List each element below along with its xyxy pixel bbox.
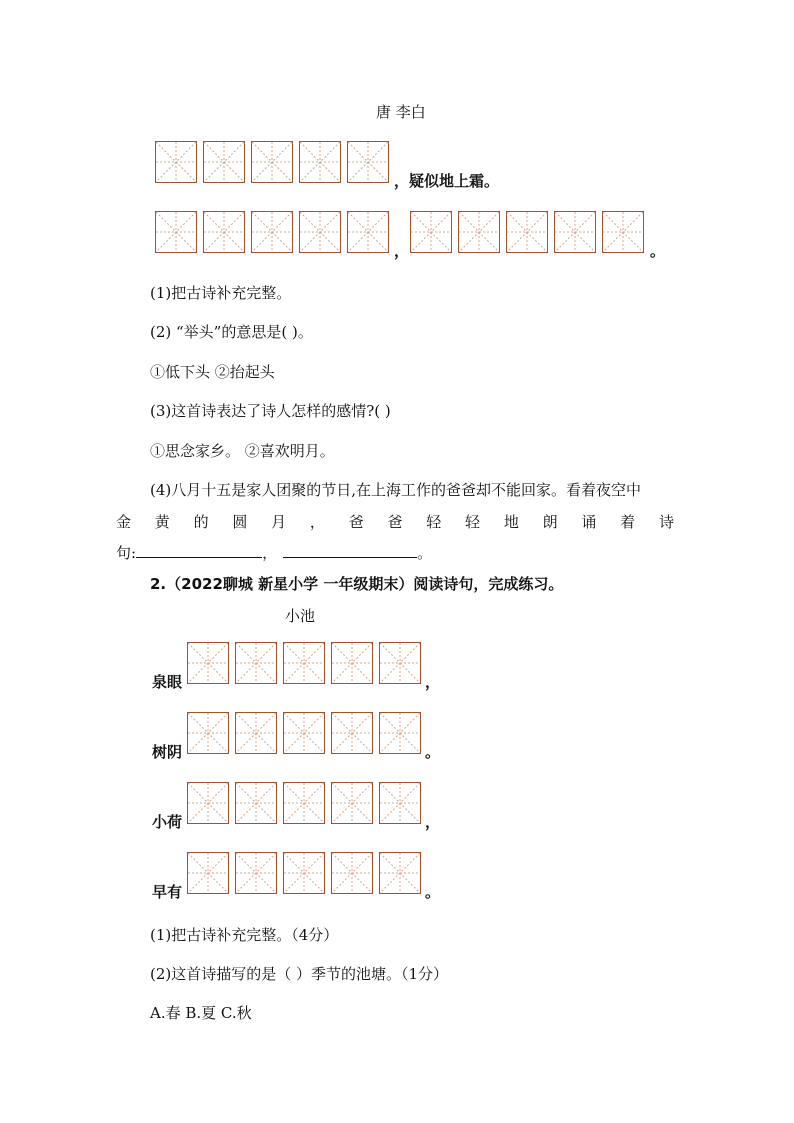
answer-box[interactable] <box>283 642 325 684</box>
answer-box[interactable] <box>331 712 373 754</box>
char: 黄 <box>154 513 170 531</box>
answer-box[interactable] <box>602 211 644 253</box>
answer-box[interactable] <box>331 642 373 684</box>
answer-box[interactable] <box>187 852 229 894</box>
char: 的 <box>193 513 209 531</box>
q2-heading: 2.（2022聊城 新星小学 一年级期末）阅读诗句，完成练习。 <box>150 575 564 593</box>
poem1-line2-comma: ， <box>394 242 410 260</box>
answer-box[interactable] <box>235 782 277 824</box>
answer-box[interactable] <box>379 852 421 894</box>
q1-sub3: (3)这首诗表达了诗人怎样的感情?( ) <box>150 402 391 420</box>
answer-box[interactable] <box>299 141 341 183</box>
answer-box[interactable] <box>458 211 500 253</box>
poem1-line2-boxes-a <box>155 211 395 253</box>
answer-box[interactable] <box>187 712 229 754</box>
q1-sub4-prefix: 句: <box>116 544 137 562</box>
q2-row2-end: 。 <box>425 743 441 761</box>
q1-sub4-line1: (4)八月十五是家人团聚的节日,在上海工作的爸爸却不能回家。看着夜空中 <box>150 481 642 499</box>
poem1-line1-end: ，疑似地上霜。 <box>394 172 500 190</box>
q1-sub4-sep: ， <box>262 544 278 562</box>
q2-row3-end: ， <box>425 813 441 831</box>
answer-box[interactable] <box>283 852 325 894</box>
answer-box[interactable] <box>379 712 421 754</box>
answer-box[interactable] <box>410 211 452 253</box>
q1-sub2: (2) “举头”的意思是( )。 <box>150 323 313 341</box>
answer-blank[interactable] <box>136 543 262 558</box>
q2-row4-prefix: 早有 <box>152 883 183 901</box>
q2-row1-prefix: 泉眼 <box>152 673 183 691</box>
q2-row2-boxes <box>187 712 427 754</box>
q2-poem-title: 小池 <box>285 607 316 625</box>
answer-blank[interactable] <box>283 543 417 558</box>
answer-box[interactable] <box>506 211 548 253</box>
q2-row1-end: ， <box>425 673 441 691</box>
char: 朗 <box>542 513 558 531</box>
answer-box[interactable] <box>235 852 277 894</box>
q1-sub3-options: ①思念家乡。 ②喜欢明月。 <box>150 442 335 460</box>
answer-box[interactable] <box>283 782 325 824</box>
q1-sub1: (1)把古诗补充完整。 <box>150 284 292 302</box>
q2-row3-boxes <box>187 782 427 824</box>
poem1-line2-period: 。 <box>650 242 666 260</box>
poem1-line1-boxes <box>155 141 395 183</box>
answer-box[interactable] <box>347 141 389 183</box>
q2-sub1: (1)把古诗补充完整。（4分） <box>150 926 339 944</box>
q1-sub4-line2 <box>116 511 674 532</box>
q2-row4-end: 。 <box>425 883 441 901</box>
poem1-line2-boxes-b <box>410 211 650 253</box>
q2-row4-boxes <box>187 852 427 894</box>
answer-box[interactable] <box>203 141 245 183</box>
answer-box[interactable] <box>331 852 373 894</box>
answer-box[interactable] <box>251 211 293 253</box>
answer-box[interactable] <box>331 782 373 824</box>
q2-sub2: (2)这首诗描写的是（ ）季节的池塘。（1分） <box>150 965 449 983</box>
answer-box[interactable] <box>203 211 245 253</box>
char: 爸 <box>348 513 364 531</box>
q2-row2-prefix: 树阴 <box>152 743 183 761</box>
char: 金 <box>116 513 132 531</box>
answer-box[interactable] <box>235 642 277 684</box>
char: 着 <box>620 513 636 531</box>
answer-box[interactable] <box>347 211 389 253</box>
char: 诗 <box>658 513 674 531</box>
answer-box[interactable] <box>379 642 421 684</box>
q2-options: A.春 B.夏 C.秋 <box>150 1004 252 1022</box>
answer-box[interactable] <box>187 642 229 684</box>
char: 轻 <box>465 513 481 531</box>
char: 地 <box>503 513 519 531</box>
poem-author: 唐 李白 <box>376 103 426 121</box>
answer-box[interactable] <box>251 141 293 183</box>
answer-box[interactable] <box>379 782 421 824</box>
q1-sub4-end: 。 <box>417 544 433 562</box>
answer-box[interactable] <box>299 211 341 253</box>
q1-sub2-options: ①低下头 ②抬起头 <box>150 363 275 381</box>
char: ， <box>309 513 325 531</box>
answer-box[interactable] <box>187 782 229 824</box>
char: 月 <box>271 513 287 531</box>
answer-box[interactable] <box>155 211 197 253</box>
char: 诵 <box>581 513 597 531</box>
q1-sub4-line3 <box>116 542 432 563</box>
answer-box[interactable] <box>283 712 325 754</box>
answer-box[interactable] <box>554 211 596 253</box>
answer-box[interactable] <box>235 712 277 754</box>
char: 爸 <box>387 513 403 531</box>
q2-row3-prefix: 小荷 <box>152 813 183 831</box>
char: 圆 <box>232 513 248 531</box>
char: 轻 <box>426 513 442 531</box>
answer-box[interactable] <box>155 141 197 183</box>
q2-row1-boxes <box>187 642 427 684</box>
